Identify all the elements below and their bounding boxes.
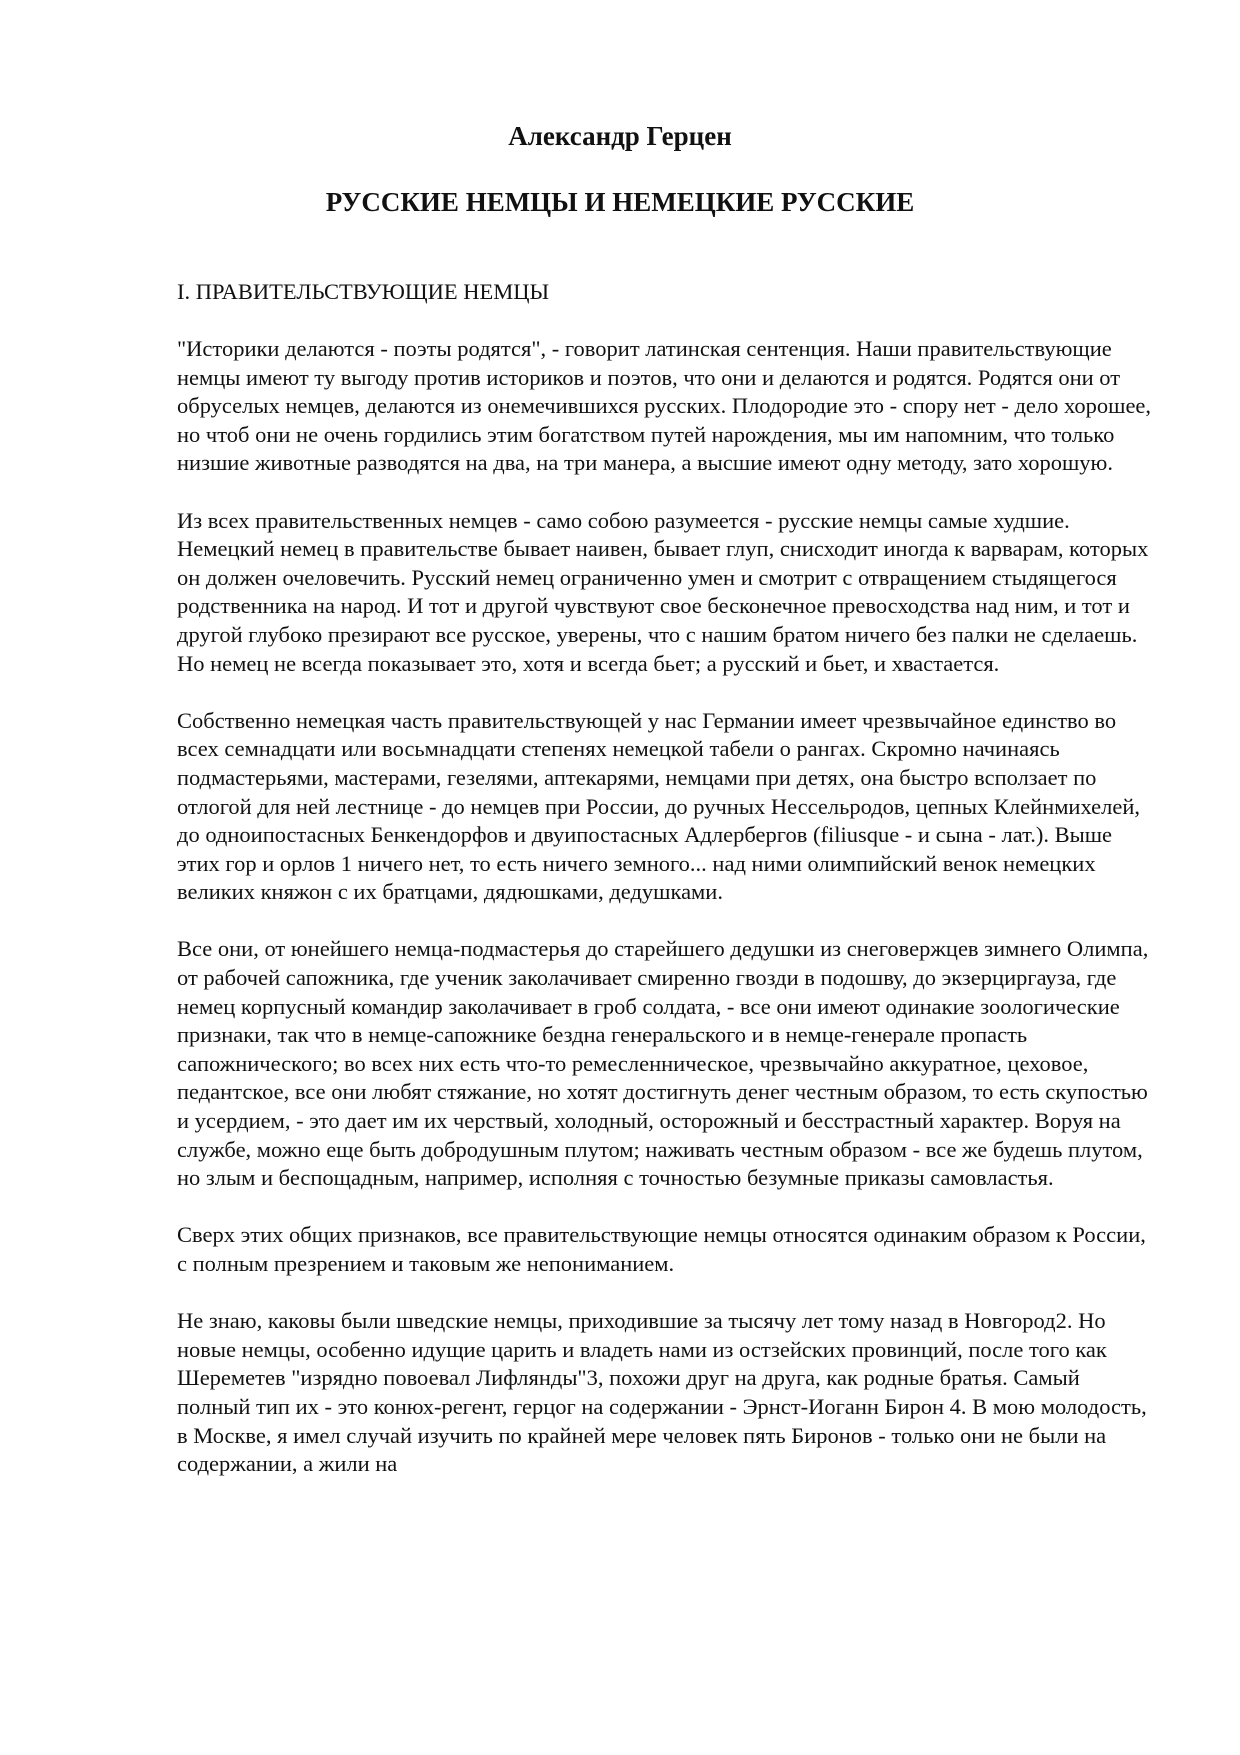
paragraph-5: Сверх этих общих признаков, все правительствующие немцы относятся одинаким образом к России, с полным презрением и таковым же непониманием. (177, 1222, 1146, 1276)
document-title: РУССКИЕ НЕМЦЫ И НЕМЕЦКИЕ РУССКИЕ (325, 187, 915, 217)
paragraph-1: "Историки делаются - поэты родятся", - говорит латинская сентенция. Наши правительствующие немцы имеют ту выгоду против историков и поэтов, что они и делаются и родятся. Родятся они от обруселых немцев, делаются из онемечившихся русских. Плодородие это - спору нет - дело хорошее, но чтоб они не очень гордились этим богатством путей нарождения, мы им напомним, что только низшие животные разводятся на два, на три манера, а высшие имеют одну методу, зато хорошую. (177, 336, 1152, 476)
paragraph-2: Из всех правительственных немцев - само собою разумеется - русские немцы самые худшие. Немецкий немец в правительстве бывает наивен, бывает глуп, снисходит иногда к варварам, которых он должен очеловечить. Русский немец ограниченно умен и смотрит с отвращением стыдящегося родственника на народ. И тот и другой чувствуют свое бесконечное превосходства над ним, и тот и другой глубоко презирают все русское, уверены, что с нашим братом ничего без палки не сделаешь. Но немец не всегда показывает это, хотя и всегда бьет; а русский и бьет, и хвастается. (177, 507, 1149, 676)
paragraph-4: Все они, от юнейшего немца-подмастерья до старейшего дедушки из снеговержцев зимнего Олимпа, от рабочей сапожника, где ученик заколачивает смиренно гвозди в подошву, до экзерциргауза, где немец корпусный командир заколачивает в гроб солдата, - все они имеют одинакие зоологические признаки, так что в немце-сапожнике бездна генеральского и в немце-генерале пропасть сапожнического; во всех них есть что-то ремесленническое, чрезвычайно аккуратное, цеховое, педантское, все они любят стяжание, но хотят достигнуть денег честным образом, то есть скупостью и усердием, - это дает им их черствый, холодный, осторожный и бесстрастный характер. Воруя на службе, можно еще быть добродушным плутом; наживать честным образом - все же будешь плутом, но злым и беспощадным, например, исполняя с точностью безумные приказы самовластья. (177, 936, 1149, 1191)
section-heading: I. ПРАВИТЕЛЬСТВУЮЩИЕ НЕМЦЫ (177, 279, 550, 304)
author-name: Александр Герцен (508, 121, 732, 151)
paragraph-3: Собственно немецкая часть правительствующей у нас Германии имеет чрезвычайное единство во всех семнадцати или восьмнадцати степенях немецкой табели о рангах. Скромно начинаясь подмастерьями, мастерами, гезелями, аптекарями, немцами при детях, она быстро всползает по отлогой для ней лестнице - до немцев при России, до ручных Нессельродов, цепных Клейнмихелей, до одноипостасных Бенкендорфов и двуипостасных Адлербергов (filiusque - и сына - лат.). Выше этих гор и орлов 1 ничего нет, то есть ничего земного... над ними олимпийский венок немецких великих княжон с их братцами, дядюшками, дедушками. (177, 707, 1141, 905)
document-body (177, 277, 1157, 1507)
paragraph-6: Не знаю, каковы были шведские немцы, приходившие за тысячу лет тому назад в Новгород2. Но новые немцы, особенно идущие царить и владеть нами из остзейских провинций, после того как Шереметев "изрядно повоевал Лифлянды"3, похожи друг на друга, как родные братья. Самый полный тип их - это конюх-регент, герцог на содержании - Эрнст-Иоганн Бирон 4. В мою молодость, в Москве, я имел случай изучить по крайней мере человек пять Биронов - только они не были на содержании, а жили на (177, 1308, 1147, 1477)
